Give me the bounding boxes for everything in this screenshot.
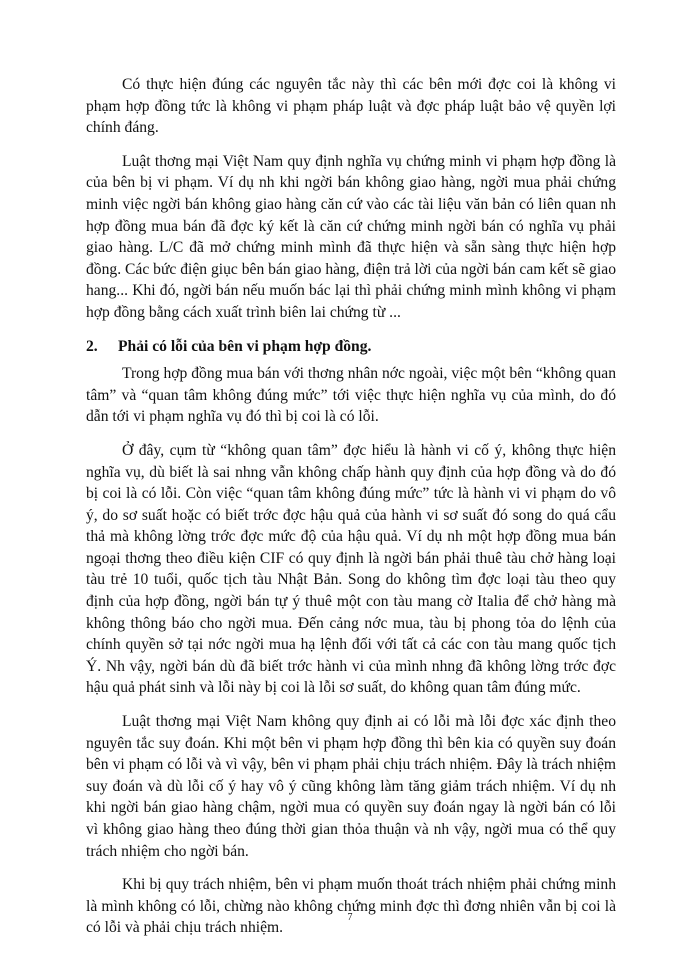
section-number: 2.	[86, 337, 98, 355]
page-number: 7	[347, 912, 353, 923]
section-heading	[86, 336, 616, 358]
paragraph-proving-no-fault: Khi bị quy trách nhiệm, bên vi phạm muốn thoát trách nhiệm phải chứng minh là mình không có lỗi, chừng nào không chứng minh đợc thì đơng nhiên vẫn bị coi là có lỗi và phải chịu trách nhiệm.	[86, 876, 616, 937]
paragraph-presumed-fault: Luật thơng mại Việt Nam không quy định ai có lỗi mà lỗi đợc xác định theo nguyên tắc suy đoán. Khi một bên vi phạm hợp đồng thì bên kia có quyền suy đoán bên vi phạm có lỗi và vì vậy, bên vi phạm phải chịu trách nhiệm. Đây là trách nhiệm suy đoán và dù lỗi cố ý hay vô ý cũng không làm tăng giảm trách nhiệm. Ví dụ nh khi ngời bán giao hàng chậm, ngời mua có quyền suy đoán ngay là ngời bán có lỗi vì không giao hàng theo đúng thời gian thỏa thuận và nh vậy, ngời mua có thể quy trách nhiệm cho ngời bán.	[86, 713, 616, 860]
paragraph-fault-definition: Trong hợp đồng mua bán với thơng nhân nớc ngoài, việc một bên “không quan tâm” và “quan tâm không đúng mức” tới việc thực hiện nghĩa vụ của mình, do đó dẫn tới vi phạm nghĩa vụ đó thì bị coi là có lỗi.	[86, 365, 616, 426]
section-title: Phải có lỗi của bên vi phạm hợp đồng.	[118, 337, 372, 355]
paragraph-principles-compliance: Có thực hiện đúng các nguyên tắc này thì các bên mới đợc coi là không vi phạm hợp đồng tức là không vi phạm pháp luật và đợc pháp luật bảo vệ quyền lợi chính đáng.	[86, 76, 616, 137]
paragraph-fault-example-cif: Ở đây, cụm từ “không quan tâm” đợc hiểu là hành vi cố ý, không thực hiện nghĩa vụ, dù biết là sai nhng vẫn không chấp hành quy định của hợp đồng và do đó bị coi là có lỗi. Còn việc “quan tâm không đúng mức” tức là hành vi vi phạm do vô ý, do sơ suất hoặc có biết trớc đợc hậu quả của hành vi sơ suất đó song do quá cẩu thả mà không lờng trớc đợc mức độ của hậu quả. Ví dụ nh một hợp đồng mua bán ngoại thơng theo điều kiện CIF có quy định là ngời bán phải thuê tàu chở hàng loại tàu trẻ 10 tuổi, quốc tịch tàu Nhật Bản. Song do không tìm đợc loại tàu theo quy định của hợp đồng, ngời bán tự ý thuê một con tàu mang cờ Italia để chở hàng mà không thông báo cho ngời mua. Đến cảng nớc mua, tàu bị phong tỏa do lệnh của chính quyền sở tại nớc ngời mua hạ lệnh đối với tất cả các con tàu mang quốc tịch Ý. Nh vậy, ngời bán dù đã biết trớc hành vi của mình nhng đã không lờng trớc đợc hậu quả phát sinh và lỗi này bị coi là lỗi sơ suất, do không quan tâm đúng mức.	[86, 441, 616, 697]
paragraph-burden-of-proof: Luật thơng mại Việt Nam quy định nghĩa vụ chứng minh vi phạm hợp đồng là của bên bị vi phạm. Ví dụ nh khi ngời bán không giao hàng, ngời mua phải chứng minh việc ngời bán không giao hàng căn cứ vào các tài liệu văn bản có liên quan nh hợp đồng mua bán đã đợc ký kết là căn cứ chứng minh ngời bán có nghĩa vụ phải giao hàng. L/C đã mở chứng minh mình đã thực hiện và sẵn sàng thực hiện hợp đồng. Các bức điện giục bên bán giao hàng, điện trả lời của ngời bán cam kết sẽ giao hang... Khi đó, ngời bán nếu muốn bác lại thì phải chứng minh mình không vi phạm hợp đồng bằng cách xuất trình biên lai chứng từ ...	[86, 152, 616, 321]
